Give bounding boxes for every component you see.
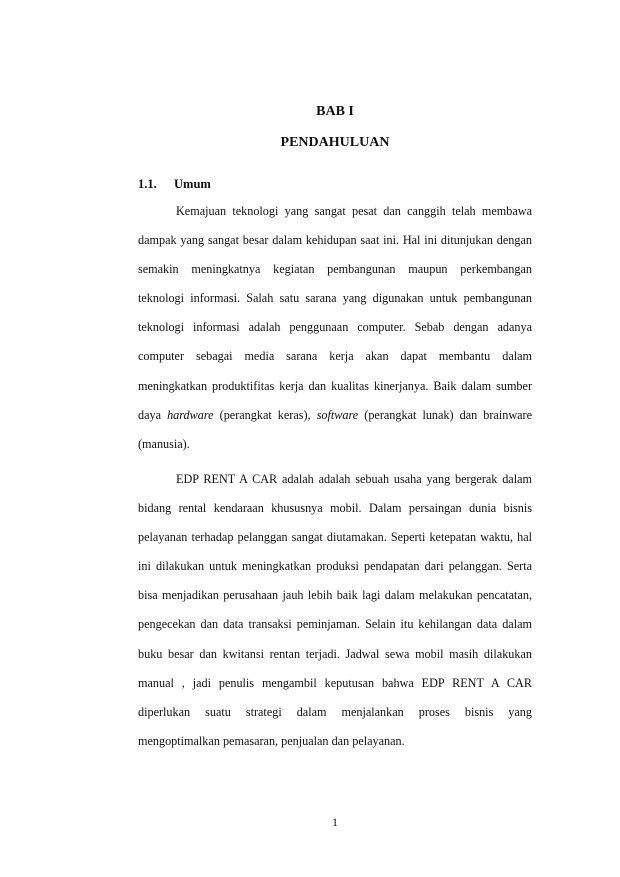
hardware-term: hardware (167, 407, 214, 422)
chapter-heading: BAB I (316, 104, 354, 119)
section-heading (138, 176, 532, 192)
paragraph-1-text-a: Kemajuan teknologi yang sangat pesat dan canggih telah membawa dampak yang sangat besar dalam kehidupan saat ini. Hal ini ditunjukan dengan semakin meningkatnya kegiatan pembangunan maupun perkembangan teknologi informasi. Salah satu sarana yang digunakan untuk pembangunan teknologi informasi adalah penggunaan computer. Sebab dengan adanya computer sebagai media sarana kerja akan dapat membantu dalam meningkatkan produktifitas kerja dan kualitas kinerjanya. Baik dalam sumber daya (138, 204, 532, 422)
chapter-title: PENDAHULUAN (280, 135, 390, 150)
software-term: software (316, 407, 359, 422)
section-number: 1.1. (138, 177, 157, 191)
paragraph-1-text-b: (perangkat keras), (213, 407, 317, 422)
paragraph-2: EDP RENT A CAR adalah adalah sebuah usaha yang bergerak dalam bidang rental kendaraan khususnya mobil. Dalam persaingan dunia bisnis pelayanan terhadap pelanggan sangat diutamakan. Seperti ketepatan waktu, hal ini dilakukan untuk meningkatkan produksi pendapatan dari pelanggan. Serta bisa menjadikan perusahaan jauh lebih baik lagi dalam melakukan pencatatan, pengecekan dan data transaksi peminjaman. Selain itu kehilangan data dalam buku besar dan kwitansi rentan terjadi. Jadwal sewa mobil masih dilakukan manual , jadi penulis mengambil keputusan bahwa EDP RENT A CAR diperlukan suatu strategi dalam menjalankan proses bisnis yang mengoptimalkan pemasaran, penjualan dan pelayanan. (138, 472, 532, 748)
page-number: 1 (332, 815, 338, 829)
section-title: Umum (174, 177, 211, 191)
paragraph-1 (138, 197, 532, 459)
paragraph-1-text-c: (perangkat lunak) dan brainware (manusia). (138, 407, 533, 451)
